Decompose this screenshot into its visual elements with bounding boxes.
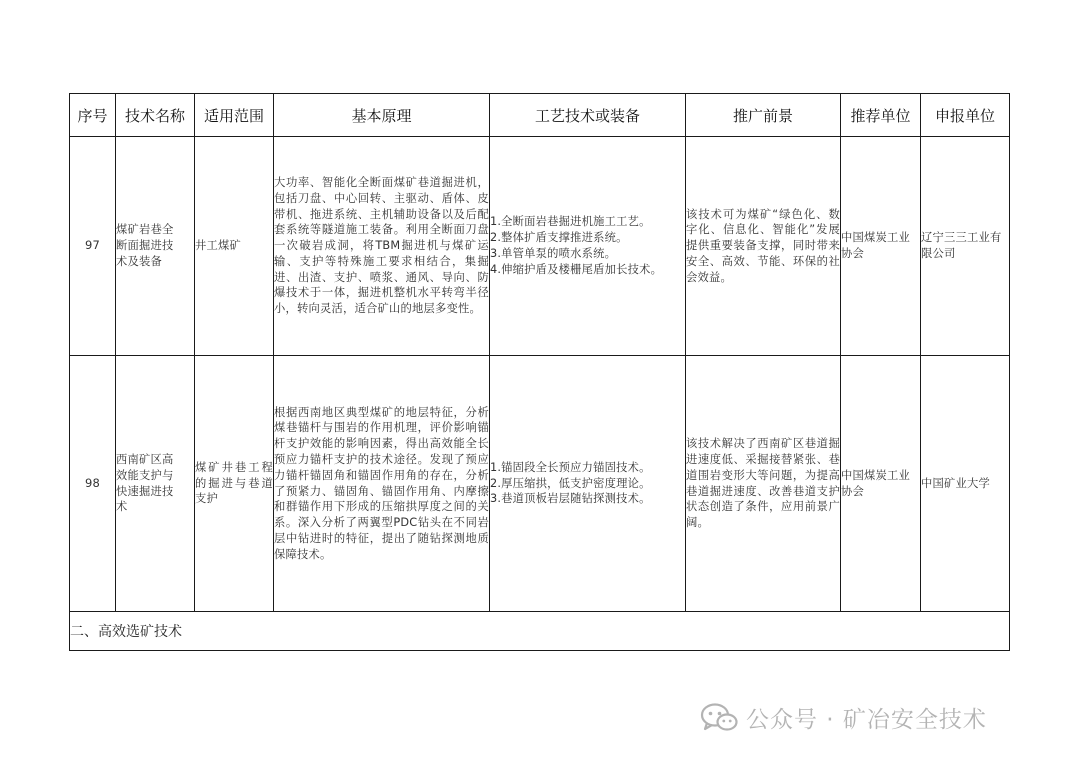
header-scope: 适用范围 — [195, 94, 274, 137]
technology-table — [69, 93, 1010, 651]
row-principle: 大功率、智能化全断面煤矿巷道掘进机，包括刀盘、中心回转、主驱动、盾体、皮带机、拖进系统、主机辅助设备以及后配套系统等隧道施工装备。利用全断面刀盘一次破岩成洞，将TBM掘进机与煤矿运输、支护等特殊施工要求相结合，集掘进、出渣、支护、喷浆、通风、导向、防爆技术于一体，掘进机整机水平转弯半径小，转向灵活，适合矿山的地层多变性。 — [274, 137, 490, 356]
header-principle: 基本原理 — [274, 94, 490, 137]
header-prospect: 推广前景 — [686, 94, 841, 137]
row-process: 1.锚固段全长预应力锚固技术。 2.厚压缩拱，低支护密度理论。 3.巷道顶板岩层随钻探测技术。 — [490, 356, 686, 612]
table-row — [70, 356, 1010, 612]
row-principle: 根据西南地区典型煤矿的地层特征，分析煤巷锚杆与围岩的作用机理，评价影响锚杆支护效能的影响因素，得出高效能全长预应力锚杆支护的技术途径。发现了预应力锚杆锚固角和锚固作用角的存在，分析了预紧力、锚固角、锚固作用角、内摩擦和群锚作用下形成的压缩拱厚度之间的关系。深入分析了两翼型PDC钻头在不同岩层中钻进时的特征，提出了随钻探测地质保障技术。 — [274, 356, 490, 612]
header-tech-name: 技术名称 — [116, 94, 195, 137]
header-process: 工艺技术或装备 — [490, 94, 686, 137]
row-tech-name: 西南矿区高 效能支护与 快速掘进技 术 — [116, 356, 195, 612]
section-heading-row — [70, 612, 1010, 651]
watermark — [700, 701, 987, 734]
row-seq: 97 — [70, 137, 116, 356]
wechat-icon — [700, 703, 738, 733]
table-row — [70, 137, 1010, 356]
row-recommender: 中国煤炭工业协会 — [841, 137, 921, 356]
row-scope: 井工煤矿 — [195, 137, 274, 356]
row-process: 1.全断面岩巷掘进机施工工艺。 2.整体扩盾支撑推进系统。 3.单管单泵的喷水系统。 4.伸缩护盾及楼栅尾盾加长技术。 — [490, 137, 686, 356]
row-applicant: 中国矿业大学 — [921, 356, 1010, 612]
header-applicant: 申报单位 — [921, 94, 1010, 137]
header-seq: 序号 — [70, 94, 116, 137]
row-scope: 煤矿井巷工程的掘进与巷道支护 — [195, 356, 274, 612]
row-seq: 98 — [70, 356, 116, 612]
table-header-row — [70, 94, 1010, 137]
row-applicant: 辽宁三三工业有限公司 — [921, 137, 1010, 356]
row-recommender: 中国煤炭工业协会 — [841, 356, 921, 612]
header-recommender: 推荐单位 — [841, 94, 921, 137]
section-heading: 二、高效选矿技术 — [70, 612, 1010, 651]
row-prospect: 该技术可为煤矿“绿色化、数字化、信息化、智能化”发展提供重要装备支撑，同时带来安全、高效、节能、环保的社会效益。 — [686, 137, 841, 356]
row-tech-name: 煤矿岩巷全 断面掘进技 术及装备 — [116, 137, 195, 356]
watermark-text: 公众号 · 矿冶安全技术 — [746, 707, 987, 733]
row-prospect: 该技术解决了西南矿区巷道掘进速度低、采掘接替紧张、巷道围岩变形大等问题，为提高巷道掘进速度、改善巷道支护状态创造了条件，应用前景广阔。 — [686, 356, 841, 612]
